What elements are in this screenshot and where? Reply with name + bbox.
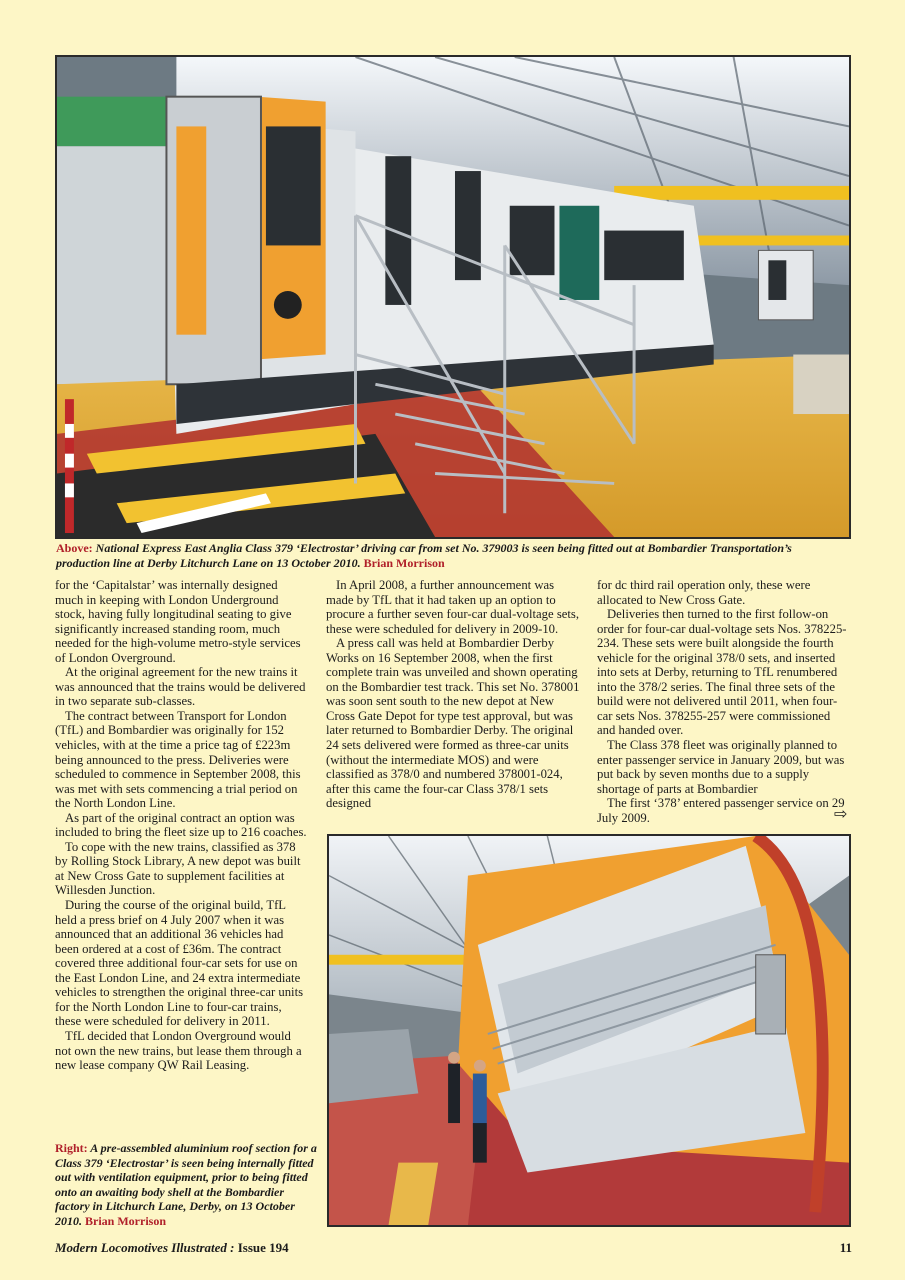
arrow-right-icon: ⇨ xyxy=(834,804,848,823)
magazine-title: Modern Locomotives Illustrated xyxy=(55,1240,227,1255)
paragraph: The Class 378 fleet was originally planned to enter passenger service in January 2009, but was put back by seven months due to a supply shortage of parts at Bombardier xyxy=(597,738,845,796)
paragraph: To cope with the new trains, classified as 378 by Rolling Stock Library, A new depot was built at New Cross Gate to supplement facilities at Willesden Junction. xyxy=(55,839,301,898)
article-column-1 xyxy=(55,578,308,1073)
paragraph: TfL decided that London Overground would not own the new trains, but lease them through a new lease company QW Rail Leasing. xyxy=(55,1028,302,1073)
caption-top-photo xyxy=(56,541,846,570)
paragraph: for dc third rail operation only, these were allocated to New Cross Gate. xyxy=(597,578,811,607)
paragraph: Deliveries then turned to the first follow-on order for four-car dual-voltage sets Nos. 378225-234. These sets were built alongside the fourth vehicle for the original 378/0 sets, and inserted into sets at Derby, returning to TfL renumbered into the 378/2 series. The final three sets of the build were not delivered until 2011, when four-car sets Nos. 378255-257 were commissioned and handed over. xyxy=(597,607,847,738)
footer-magazine xyxy=(55,1240,289,1256)
page-number: 11 xyxy=(839,1240,852,1255)
paragraph: A press call was held at Bombardier Derby Works on 16 September 2008, when the first complete train was unveiled and shown operating on the Bombardier test track. This set No. 378001 was soon sent south to the new depot at New Cross Gate Depot for type test approval, but was later returned to Bombardier Derby. The original 24 sets delivered were formed as three-car units (without the intermediate MOS) and were classified as 378/0 and numbered 378001-024, after this came the four-car Class 378/1 sets designed xyxy=(326,636,580,811)
paragraph: In April 2008, a further announcement was made by TfL that it had taken up an option to procure a further seven four-car dual-voltage sets, these were scheduled for delivery in 2009-10. xyxy=(326,578,580,636)
article-column-3 xyxy=(597,578,851,825)
footer-separator: : xyxy=(226,1240,238,1255)
paragraph: The contract between Transport for London (TfL) and Bombardier was originally for 152 vehicles, with at the time a price tag of £223m being announced to the press. Deliveries were scheduled to commence in September 2008, this was met with sets commencing a trial period on the North London Line. xyxy=(55,708,301,811)
caption-text: A pre-assembled aluminium roof section for a Class 379 ‘Electrostar’ is seen being internally fitted out with ventilation equipment, prior to being fitted onto an awaiting body shell at the Bombardier factory in Litchurch Lane, Derby, on 13 October 2010. xyxy=(55,1141,317,1228)
caption-lead: Above: xyxy=(56,541,93,555)
paragraph: The first ‘378’ entered passenger service on 29 July 2009. xyxy=(597,796,845,825)
photo-credit: Brian Morrison xyxy=(85,1213,166,1228)
photo-train-production-line xyxy=(55,55,851,539)
caption-text: National Express East Anglia Class 379 ‘Electrostar’ driving car from set No. 379003 is seen being fitted out at Bombardier Transportation’s production line at Derby Litchurch Lane on 13 October 2010. xyxy=(56,541,792,570)
paragraph: As part of the original contract an option was included to bring the fleet size up to 216 coaches. xyxy=(55,810,307,840)
roof-section-illustration xyxy=(329,836,849,1225)
paragraph: At the original agreement for the new trains it was announced that the trains would be delivered in two separate sub-classes. xyxy=(55,665,306,709)
paragraph: During the course of the original build, TfL held a press brief on 4 July 2007 when it was announced that an additional 36 vehicles had been ordered at a cost of £36m. The contract covered three additional four-car sets for use on the East London Line, and 24 extra intermediate vehicles to strengthen the original three-car units for the North London Line to four-car trains, these were scheduled for delivery in 2011. xyxy=(55,898,304,1029)
photo-roof-section xyxy=(327,834,851,1227)
paragraph: for the ‘Capitalstar’ was internally designed much in keeping with London Underground stock, having fully longitudinal seating to give significantly increased standing room, much needed for the high-volume metro-style services of London Overground. xyxy=(55,578,301,665)
article-column-2 xyxy=(326,578,581,811)
caption-lead: Right: xyxy=(55,1141,88,1155)
train-illustration xyxy=(57,57,849,537)
caption-right-photo xyxy=(55,1141,317,1228)
photo-credit: Brian Morrison xyxy=(363,555,445,570)
issue-number: Issue 194 xyxy=(237,1240,289,1255)
